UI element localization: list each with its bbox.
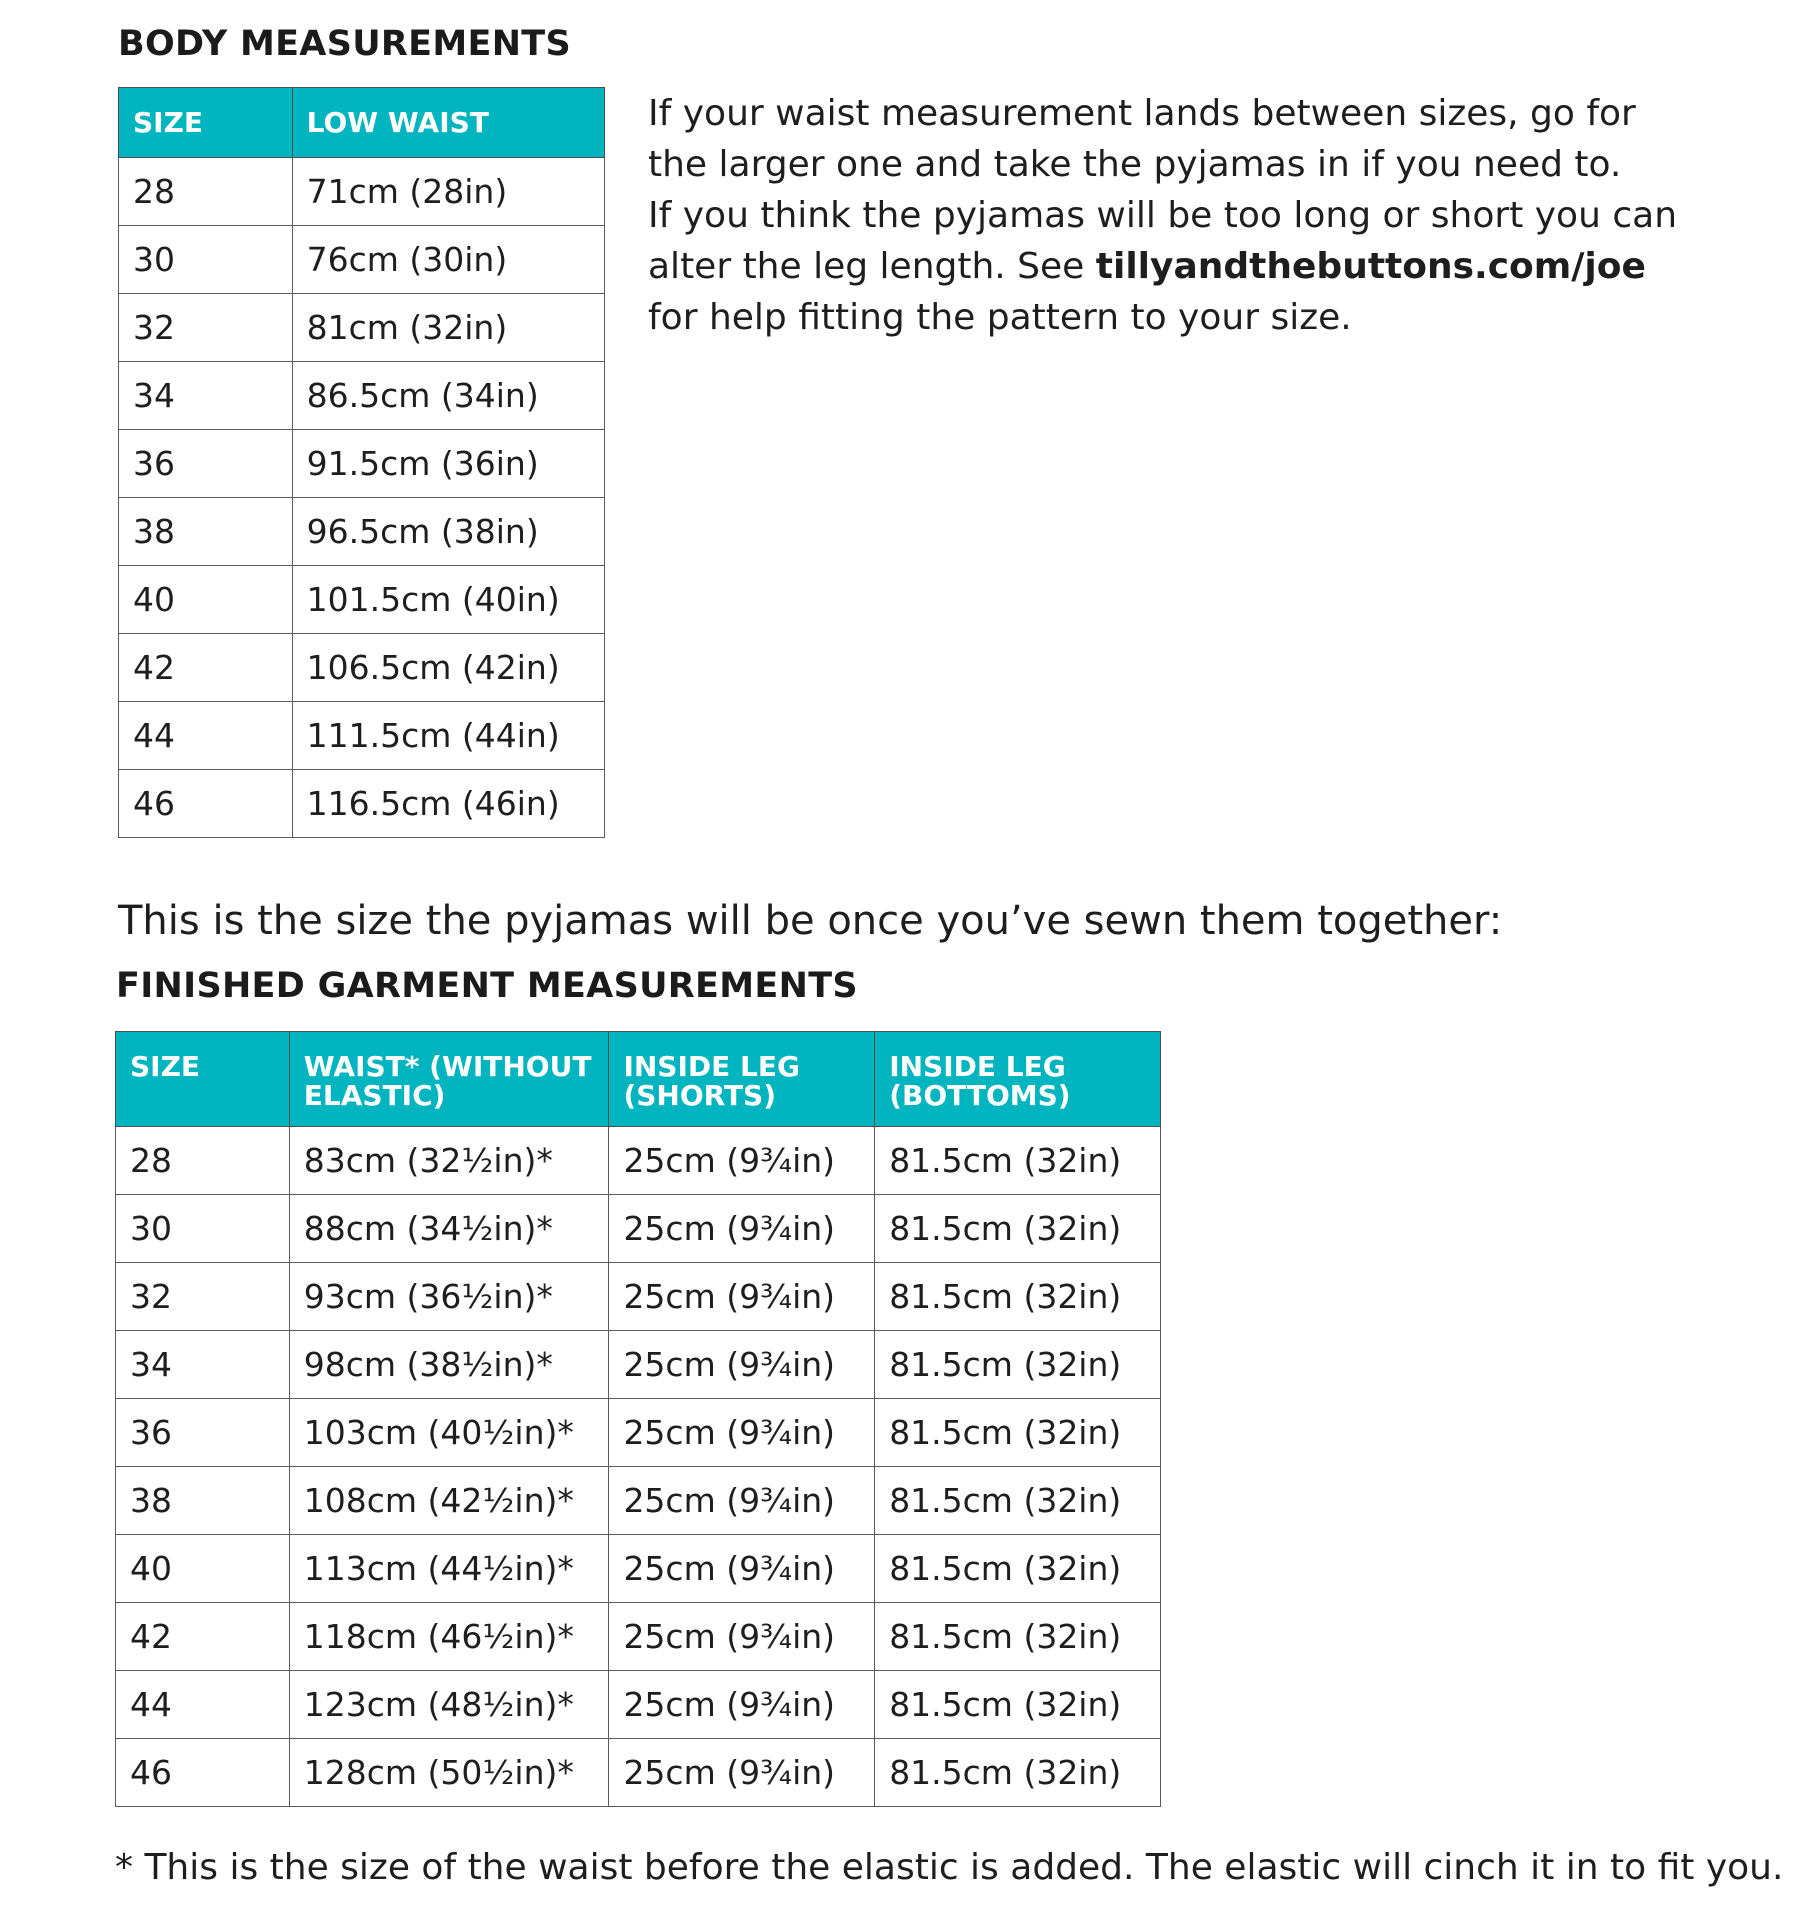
finished-garment-rows bbox=[116, 1127, 1161, 1807]
low-waist-cell: 111.5cm (44in) bbox=[292, 702, 604, 770]
low-waist-cell: 106.5cm (42in) bbox=[292, 634, 604, 702]
table-row bbox=[116, 1535, 1161, 1603]
advice-line-4: alter the leg length. See bbox=[648, 246, 1096, 287]
size-cell: 32 bbox=[116, 1263, 290, 1331]
inside-leg-bottoms-cell: 81.5cm (32in) bbox=[875, 1263, 1161, 1331]
table-row bbox=[119, 498, 605, 566]
waist-cell: 88cm (34½in)* bbox=[289, 1195, 609, 1263]
size-cell: 40 bbox=[116, 1535, 290, 1603]
size-cell: 30 bbox=[119, 226, 293, 294]
size-cell: 36 bbox=[116, 1399, 290, 1467]
table-row bbox=[116, 1467, 1161, 1535]
advice-line-2: the larger one and take the pyjamas in if you need to. bbox=[648, 144, 1622, 185]
header-inside-leg-bottoms bbox=[875, 1032, 1161, 1127]
body-measurements-table bbox=[118, 87, 605, 838]
table-row bbox=[116, 1127, 1161, 1195]
waist-footnote: * This is the size of the waist before the elastic is added. The elastic will cinch it in to fit you. bbox=[115, 1847, 1784, 1888]
size-cell: 38 bbox=[119, 498, 293, 566]
table-row bbox=[119, 362, 605, 430]
low-waist-cell: 81cm (32in) bbox=[292, 294, 604, 362]
size-cell: 36 bbox=[119, 430, 293, 498]
pattern-help-url: tillyandthebuttons.com/joe bbox=[1095, 246, 1646, 287]
inside-leg-bottoms-cell: 81.5cm (32in) bbox=[875, 1127, 1161, 1195]
size-cell: 38 bbox=[116, 1467, 290, 1535]
waist-cell: 123cm (48½in)* bbox=[289, 1671, 609, 1739]
table-row bbox=[116, 1603, 1161, 1671]
inside-leg-bottoms-cell: 81.5cm (32in) bbox=[875, 1603, 1161, 1671]
table-row bbox=[119, 294, 605, 362]
low-waist-cell: 76cm (30in) bbox=[292, 226, 604, 294]
inside-leg-shorts-cell: 25cm (9¾in) bbox=[609, 1603, 875, 1671]
advice-line-5: for help fitting the pattern to your size. bbox=[648, 297, 1352, 338]
header-line: SIZE bbox=[130, 1050, 201, 1083]
header-inside-leg-shorts bbox=[609, 1032, 875, 1127]
size-cell: 44 bbox=[119, 702, 293, 770]
header-size bbox=[116, 1032, 290, 1127]
inside-leg-shorts-cell: 25cm (9¾in) bbox=[609, 1399, 875, 1467]
size-cell: 30 bbox=[116, 1195, 290, 1263]
table-row bbox=[116, 1739, 1161, 1807]
inside-leg-bottoms-cell: 81.5cm (32in) bbox=[875, 1467, 1161, 1535]
sizing-advice-note bbox=[648, 88, 1768, 343]
waist-cell: 128cm (50½in)* bbox=[289, 1739, 609, 1807]
table-row bbox=[119, 770, 605, 838]
inside-leg-shorts-cell: 25cm (9¾in) bbox=[609, 1331, 875, 1399]
header-line: INSIDE LEG bbox=[623, 1050, 800, 1083]
low-waist-cell: 96.5cm (38in) bbox=[292, 498, 604, 566]
inside-leg-shorts-cell: 25cm (9¾in) bbox=[609, 1671, 875, 1739]
size-cell: 46 bbox=[119, 770, 293, 838]
waist-cell: 108cm (42½in)* bbox=[289, 1467, 609, 1535]
inside-leg-shorts-cell: 25cm (9¾in) bbox=[609, 1195, 875, 1263]
size-cell: 46 bbox=[116, 1739, 290, 1807]
body-measurements-heading: BODY MEASUREMENTS bbox=[118, 24, 571, 64]
advice-line-1: If your waist measurement lands between sizes, go for bbox=[648, 93, 1636, 134]
inside-leg-bottoms-cell: 81.5cm (32in) bbox=[875, 1739, 1161, 1807]
header-line: INSIDE LEG bbox=[889, 1050, 1066, 1083]
advice-line-3: If you think the pyjamas will be too long or short you can bbox=[648, 195, 1678, 236]
header-low-waist: LOW WAIST bbox=[292, 88, 604, 158]
low-waist-cell: 116.5cm (46in) bbox=[292, 770, 604, 838]
header-waist bbox=[289, 1032, 609, 1127]
size-cell: 34 bbox=[119, 362, 293, 430]
inside-leg-bottoms-cell: 81.5cm (32in) bbox=[875, 1399, 1161, 1467]
waist-cell: 118cm (46½in)* bbox=[289, 1603, 609, 1671]
table-row bbox=[116, 1195, 1161, 1263]
table-header-row bbox=[116, 1032, 1161, 1127]
header-line: (SHORTS) bbox=[623, 1079, 777, 1112]
header-line: (BOTTOMS) bbox=[889, 1079, 1071, 1112]
waist-cell: 98cm (38½in)* bbox=[289, 1331, 609, 1399]
inside-leg-shorts-cell: 25cm (9¾in) bbox=[609, 1467, 875, 1535]
waist-cell: 113cm (44½in)* bbox=[289, 1535, 609, 1603]
waist-cell: 93cm (36½in)* bbox=[289, 1263, 609, 1331]
waist-cell: 83cm (32½in)* bbox=[289, 1127, 609, 1195]
low-waist-cell: 71cm (28in) bbox=[292, 158, 604, 226]
table-row bbox=[119, 430, 605, 498]
size-cell: 28 bbox=[116, 1127, 290, 1195]
finished-garment-table bbox=[115, 1031, 1161, 1807]
inside-leg-bottoms-cell: 81.5cm (32in) bbox=[875, 1195, 1161, 1263]
inside-leg-shorts-cell: 25cm (9¾in) bbox=[609, 1263, 875, 1331]
table-header-row bbox=[119, 88, 605, 158]
table-row bbox=[119, 702, 605, 770]
size-cell: 34 bbox=[116, 1331, 290, 1399]
table-row bbox=[119, 226, 605, 294]
header-line: WAIST* (WITHOUT bbox=[303, 1050, 592, 1083]
finished-garment-heading: FINISHED GARMENT MEASUREMENTS bbox=[116, 966, 858, 1006]
size-cell: 42 bbox=[116, 1603, 290, 1671]
table-row bbox=[116, 1671, 1161, 1739]
inside-leg-shorts-cell: 25cm (9¾in) bbox=[609, 1739, 875, 1807]
inside-leg-bottoms-cell: 81.5cm (32in) bbox=[875, 1331, 1161, 1399]
size-cell: 28 bbox=[119, 158, 293, 226]
inside-leg-shorts-cell: 25cm (9¾in) bbox=[609, 1535, 875, 1603]
waist-cell: 103cm (40½in)* bbox=[289, 1399, 609, 1467]
size-cell: 42 bbox=[119, 634, 293, 702]
table-row bbox=[119, 158, 605, 226]
table-row bbox=[119, 634, 605, 702]
header-size: SIZE bbox=[119, 88, 293, 158]
inside-leg-bottoms-cell: 81.5cm (32in) bbox=[875, 1671, 1161, 1739]
inside-leg-bottoms-cell: 81.5cm (32in) bbox=[875, 1535, 1161, 1603]
inside-leg-shorts-cell: 25cm (9¾in) bbox=[609, 1127, 875, 1195]
low-waist-cell: 86.5cm (34in) bbox=[292, 362, 604, 430]
table-row bbox=[116, 1263, 1161, 1331]
header-line: ELASTIC) bbox=[303, 1079, 446, 1112]
low-waist-cell: 101.5cm (40in) bbox=[292, 566, 604, 634]
size-cell: 32 bbox=[119, 294, 293, 362]
body-measurements-rows bbox=[119, 158, 605, 838]
size-cell: 40 bbox=[119, 566, 293, 634]
finished-size-intro: This is the size the pyjamas will be once you’ve sewn them together: bbox=[118, 898, 1503, 944]
size-cell: 44 bbox=[116, 1671, 290, 1739]
table-row bbox=[116, 1331, 1161, 1399]
low-waist-cell: 91.5cm (36in) bbox=[292, 430, 604, 498]
table-row bbox=[119, 566, 605, 634]
table-row bbox=[116, 1399, 1161, 1467]
